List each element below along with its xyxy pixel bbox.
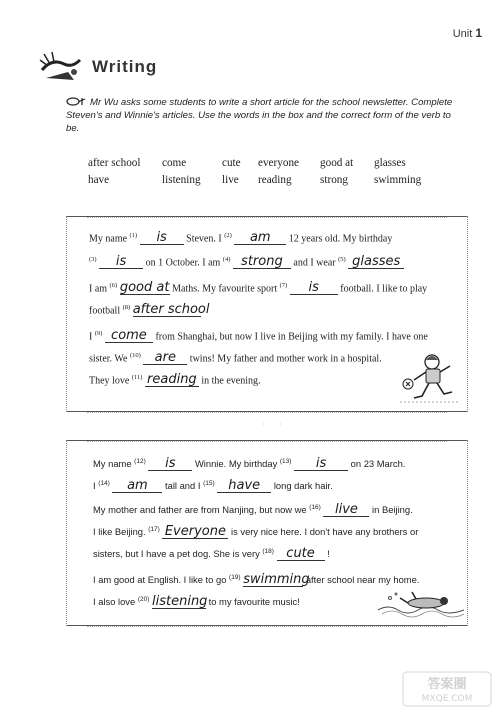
word-item: swimming — [374, 174, 422, 186]
text-fragment: I am good at English. I like to go — [93, 574, 227, 586]
text-fragment: twins! My father and mother work in a hospital. — [189, 353, 382, 365]
steven-line-3 — [89, 282, 427, 295]
text-fragment: long dark hair. — [273, 480, 333, 492]
footballer-illustration — [400, 352, 460, 408]
faint-mark: · · · — [262, 420, 284, 429]
text-fragment: in Beijing. — [372, 504, 413, 516]
blank-number: (3) — [89, 256, 97, 263]
blank-number: (15) — [203, 480, 215, 487]
answer-blank-13: is — [294, 458, 348, 471]
instructions-text: Mr Wu asks some students to write a short article for the school newsletter. Complete Steven's and Winnie's articles. Use the words in the box and the correct form of the verb to be. — [66, 97, 453, 134]
text-fragment: to my favourite music! — [208, 596, 300, 608]
winnie-line-4 — [93, 526, 418, 539]
unit-label — [453, 26, 482, 40]
swimmer-illustration — [378, 590, 464, 618]
winnie-line-7 — [93, 596, 300, 609]
blank-number: (14) — [98, 480, 110, 487]
answer-blank-2: am — [234, 232, 286, 245]
word-item: come — [162, 157, 187, 169]
winnie-line-5 — [93, 548, 330, 561]
text-fragment: sister. We — [89, 353, 128, 365]
answer-blank-5: glasses — [348, 256, 404, 269]
answer-blank-10: are — [143, 352, 187, 365]
text-fragment: My name — [89, 233, 128, 245]
winnie-line-1 — [93, 458, 405, 471]
blank-number: (10) — [129, 352, 141, 359]
text-fragment: football. I like to play — [340, 283, 428, 295]
unit-number: 1 — [475, 26, 482, 40]
section-title: Writing — [92, 57, 158, 76]
word-item: reading — [258, 174, 292, 186]
answer-blank-12: is — [148, 458, 192, 471]
winnie-line-2 — [93, 480, 333, 493]
text-fragment: Winnie. My birthday — [194, 458, 278, 470]
blank-number: (16) — [309, 504, 321, 511]
answer-blank-4: strong — [233, 256, 291, 269]
answer-blank-17: Everyone — [162, 526, 228, 539]
text-fragment: sisters, but I have a pet dog. She is very — [93, 548, 260, 560]
steven-line-2 — [89, 256, 404, 269]
winnie-line-3 — [93, 504, 413, 517]
text-fragment: 12 years old. My birthday — [288, 233, 393, 245]
text-fragment: after school near my home. — [305, 574, 420, 586]
blank-number: (17) — [148, 526, 160, 533]
text-fragment: and I wear — [293, 257, 336, 269]
text-fragment: on 23 March. — [350, 458, 406, 470]
text-fragment: Maths. My favourite sport — [172, 283, 278, 295]
text-fragment: is very nice here. I don't have any brothers or — [231, 526, 419, 538]
text-fragment: I like Beijing. — [93, 526, 146, 538]
text-fragment: My name — [93, 458, 132, 470]
text-fragment: on 1 October. I am — [145, 257, 221, 269]
answer-blank-3: is — [99, 256, 143, 269]
blank-number: (19) — [229, 574, 241, 581]
word-item: have — [88, 174, 110, 186]
answer-blank-8: after school — [132, 302, 210, 318]
blank-number: (8) — [122, 304, 131, 311]
answer-blank-16: live — [323, 504, 369, 517]
answer-blank-20: listening — [152, 594, 208, 610]
answer-blank-15: have — [217, 480, 271, 493]
text-fragment: I — [89, 331, 93, 343]
text-fragment: ! — [327, 548, 330, 560]
unit-label-text: Unit — [452, 28, 473, 40]
blank-number: (20) — [137, 596, 150, 603]
blank-number: (11) — [131, 374, 143, 381]
word-item: glasses — [374, 157, 406, 169]
steven-line-6 — [89, 352, 382, 365]
blank-number: (6) — [109, 282, 118, 289]
blank-number: (9) — [94, 330, 103, 337]
steven-line-5 — [89, 330, 428, 343]
answer-blank-1: is — [140, 232, 184, 245]
blank-number: (2) — [224, 232, 232, 239]
blank-number: (12) — [134, 458, 146, 465]
blank-number: (18) — [262, 548, 274, 555]
winnie-line-6 — [93, 574, 419, 587]
word-item: live — [222, 174, 239, 186]
answer-blank-18: cute — [277, 548, 325, 561]
cd-icon — [66, 97, 86, 106]
word-item: good at — [320, 157, 354, 169]
word-item: after school — [88, 157, 141, 169]
text-fragment: I — [93, 480, 96, 492]
watermark-line2: MXQE.COM — [421, 694, 473, 704]
answer-blank-14: am — [112, 480, 162, 493]
blank-number: (4) — [222, 256, 231, 263]
steven-line-7 — [89, 374, 261, 387]
text-fragment: My mother and father are from Nanjing, but now we — [93, 504, 307, 516]
text-fragment: tall and I — [165, 480, 201, 492]
steven-line-1 — [89, 232, 392, 245]
writing-pen-icon — [38, 50, 84, 88]
instructions — [66, 96, 466, 135]
word-item: listening — [162, 174, 201, 186]
text-fragment: I am — [89, 283, 108, 295]
answer-blank-11: reading — [145, 374, 199, 387]
steven-line-4 — [89, 302, 210, 318]
text-fragment: from Shanghai, but now I live in Beijing with my family. I have one — [155, 331, 428, 343]
word-item: strong — [320, 174, 348, 186]
blank-number: (7) — [279, 282, 288, 289]
watermark-line1: 答案圈 — [427, 677, 467, 692]
blank-number: (13) — [279, 458, 292, 465]
word-item: cute — [222, 157, 241, 169]
answer-blank-19: swimming — [243, 572, 310, 588]
word-item: everyone — [258, 157, 299, 169]
blank-number: (5) — [338, 256, 346, 263]
text-fragment: Steven. I — [186, 233, 222, 245]
blank-number: (1) — [129, 232, 138, 239]
answer-blank-6: good at — [119, 280, 170, 296]
text-fragment: football — [89, 305, 121, 317]
answer-blank-9: come — [105, 330, 153, 343]
text-fragment: They love — [89, 375, 130, 387]
text-fragment: in the evening. — [201, 375, 261, 387]
watermark-logo — [402, 671, 492, 707]
answer-blank-7: is — [290, 282, 338, 295]
text-fragment: I also love — [93, 596, 136, 608]
